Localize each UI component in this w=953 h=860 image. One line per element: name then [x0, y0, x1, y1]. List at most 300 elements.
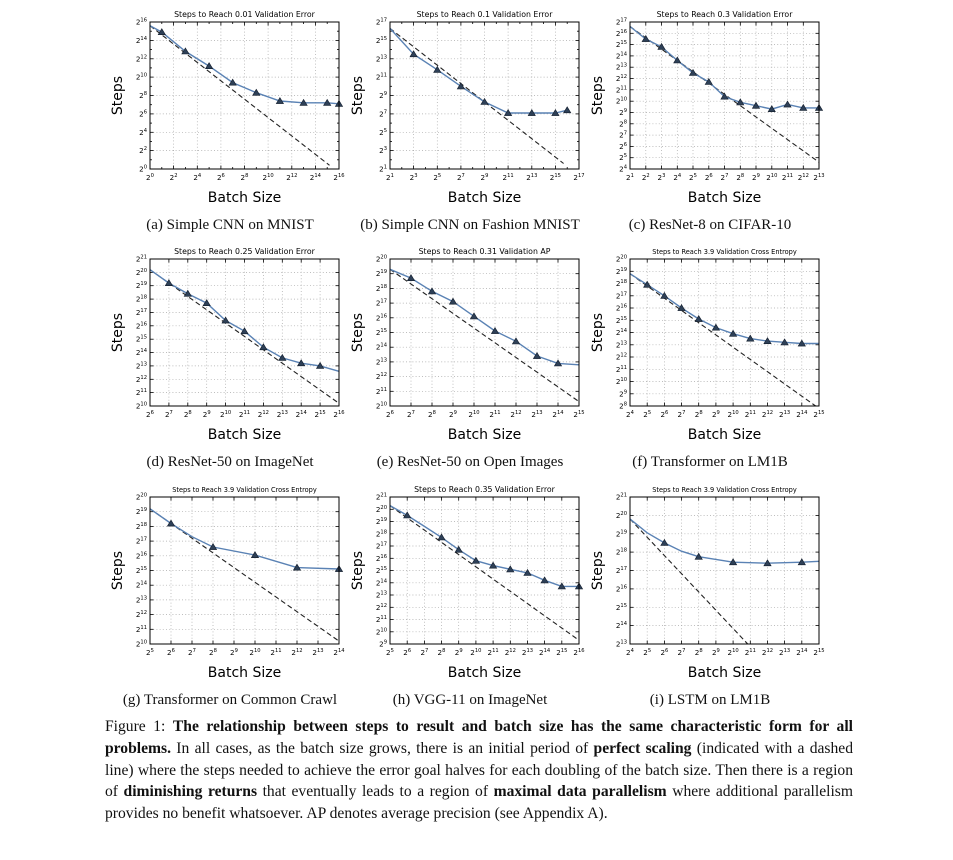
- x-tick-label: $2^{12}$: [797, 173, 809, 182]
- y-axis-label: Steps: [590, 550, 606, 591]
- x-tick-label: $2^4$: [626, 648, 634, 657]
- x-tick-label: $2^5$: [146, 648, 154, 657]
- y-tick-label: $2^{19}$: [615, 529, 627, 539]
- x-tick-label: $2^{13}$: [521, 648, 534, 657]
- y-tick-label: $2^{19}$: [375, 269, 387, 279]
- y-tick-label: $2^{17}$: [615, 17, 627, 27]
- y-tick-label: $2^{17}$: [375, 541, 387, 551]
- subcaption-h: (h) VGG-11 on ImageNet: [392, 692, 548, 708]
- y-tick-label: $2^2$: [139, 146, 147, 156]
- x-tick-label: $2^8$: [694, 410, 703, 419]
- x-tick-label: $2^8$: [437, 648, 446, 657]
- steps-curve: [150, 509, 339, 569]
- y-tick-label: $2^{12}$: [615, 352, 627, 362]
- y-tick-label: $2^{11}$: [615, 364, 627, 374]
- data-point-marker: [428, 288, 435, 294]
- subplot-e: [350, 245, 590, 471]
- y-tick-label: $2^{15}$: [615, 315, 627, 325]
- x-tick-label: $2^9$: [480, 173, 489, 182]
- y-tick-label: $2^{16}$: [135, 321, 147, 331]
- x-axis-label: Batch Size: [447, 665, 522, 681]
- y-tick-label: $2^{19}$: [135, 281, 147, 291]
- x-tick-label: $2^8$: [240, 173, 249, 182]
- x-tick-label: $2^{14}$: [796, 410, 808, 419]
- y-tick-label: $2^{16}$: [135, 551, 147, 561]
- perfect-scaling-dashed-line: [630, 274, 816, 406]
- chart-a-simple-cnn-mnist: [110, 8, 350, 208]
- y-tick-label: $2^{12}$: [375, 602, 387, 612]
- x-tick-label: $2^7$: [677, 410, 686, 419]
- subplot-a: [110, 8, 350, 234]
- y-tick-label: $2^{14}$: [615, 51, 627, 61]
- y-axis-label: Steps: [350, 75, 366, 116]
- y-axis-label: Steps: [590, 312, 606, 353]
- subcaption-c: (c) ResNet-8 on CIFAR-10: [628, 217, 792, 233]
- y-tick-label: $2^1$: [379, 164, 387, 174]
- steps-curve: [390, 28, 567, 113]
- subcaption-f: (f) Transformer on LM1B: [632, 454, 788, 470]
- y-tick-label: $2^{15}$: [375, 35, 387, 45]
- y-tick-label: $2^{13}$: [375, 357, 387, 367]
- y-axis-label: Steps: [590, 75, 606, 116]
- y-tick-label: $2^{21}$: [615, 492, 627, 502]
- chart-title: Steps to Reach 0.3 Validation Error: [656, 10, 793, 19]
- subplot-g: [110, 483, 350, 709]
- y-tick-label: $2^{14}$: [375, 578, 387, 588]
- x-tick-label: $2^{16}$: [333, 173, 345, 182]
- steps-curve: [630, 519, 819, 563]
- y-tick-label: $2^{12}$: [135, 374, 147, 384]
- y-tick-label: $2^{20}$: [135, 492, 147, 502]
- x-tick-label: $2^{11}$: [487, 648, 499, 657]
- y-tick-label: $2^{21}$: [375, 492, 387, 502]
- data-point-marker: [206, 63, 213, 69]
- x-tick-label: $2^{12}$: [286, 173, 298, 182]
- y-tick-label: $2^7$: [619, 130, 627, 140]
- y-tick-label: $2^{12}$: [135, 54, 147, 64]
- x-tick-label: $2^{15}$: [314, 410, 326, 419]
- x-tick-label: $2^{11}$: [781, 173, 794, 182]
- x-tick-label: $2^{13}$: [276, 410, 288, 419]
- x-tick-label: $2^{13}$: [779, 648, 791, 657]
- figure-caption: [105, 716, 853, 825]
- chart-svg: [350, 245, 590, 445]
- x-tick-label: $2^{15}$: [549, 173, 561, 182]
- y-tick-label: $2^{17}$: [375, 17, 387, 27]
- y-tick-label: $2^{14}$: [135, 35, 147, 45]
- x-tick-label: $2^{11}$: [270, 648, 282, 657]
- x-axis-label: Batch Size: [687, 190, 762, 206]
- chart-title: Steps to Reach 3.9 Validation Cross Entropy: [652, 248, 797, 256]
- y-tick-label: $2^{17}$: [615, 566, 627, 575]
- x-tick-label: $2^{14}$: [796, 648, 808, 657]
- x-tick-label: $2^6$: [146, 410, 154, 419]
- caption-text: where additional parallelism provides no benefit whatsoever. AP denotes average precision (see Appendix A).: [105, 783, 853, 823]
- x-axis-label: Batch Size: [207, 190, 282, 206]
- x-tick-label: $2^{10}$: [249, 648, 261, 657]
- x-tick-label: $2^{12}$: [257, 410, 269, 419]
- x-axis-label: Batch Size: [447, 190, 522, 206]
- x-tick-label: $2^{17}$: [573, 173, 585, 182]
- chart-svg: [110, 245, 350, 445]
- y-tick-label: $2^{11}$: [135, 624, 147, 634]
- x-tick-label: $2^9$: [752, 173, 760, 182]
- y-tick-label: $2^6$: [139, 109, 147, 119]
- x-tick-label: $2^9$: [230, 648, 238, 657]
- y-tick-label: $2^{10}$: [375, 401, 387, 411]
- x-tick-label: $2^{11}$: [744, 410, 756, 419]
- x-tick-label: $2^1$: [626, 173, 634, 182]
- y-tick-label: $2^9$: [619, 108, 627, 117]
- x-tick-label: $2^{12}$: [761, 410, 774, 419]
- x-tick-label: $2^{14}$: [295, 410, 307, 419]
- x-tick-label: $2^2$: [169, 173, 178, 182]
- x-tick-label: $2^{10}$: [470, 648, 482, 657]
- y-tick-label: $2^9$: [619, 389, 627, 399]
- y-tick-label: $2^8$: [619, 401, 627, 411]
- caption-text: In all cases, as the batch size grows, there is an initial period of: [171, 739, 594, 757]
- x-tick-label: $2^{12}$: [291, 648, 303, 657]
- chart-b-simple-cnn-fashion-mnist: [350, 8, 590, 208]
- x-tick-label: $2^{13}$: [779, 410, 791, 419]
- x-tick-label: $2^{11}$: [502, 173, 514, 182]
- chart-title: Steps to Reach 3.9 Validation Cross Entropy: [172, 486, 317, 494]
- perfect-scaling-dashed-line: [390, 506, 579, 641]
- x-tick-label: $2^6$: [386, 410, 394, 419]
- y-axis-label: Steps: [350, 312, 366, 353]
- x-tick-label: $2^9$: [711, 410, 720, 419]
- data-point-marker: [661, 540, 668, 546]
- y-tick-label: $2^{18}$: [375, 283, 387, 293]
- y-tick-label: $2^5$: [379, 127, 387, 137]
- y-tick-label: $2^{15}$: [615, 40, 627, 50]
- x-tick-label: $2^5$: [386, 648, 394, 657]
- y-tick-label: $2^{10}$: [135, 72, 147, 82]
- x-tick-label: $2^{14}$: [539, 648, 551, 657]
- y-tick-label: $2^{16}$: [375, 313, 387, 323]
- x-tick-label: $2^1$: [386, 173, 394, 182]
- x-tick-label: $2^{11}$: [489, 410, 501, 419]
- x-tick-label: $2^{10}$: [468, 410, 480, 419]
- data-point-marker: [695, 316, 702, 322]
- x-tick-label: $2^{10}$: [220, 410, 232, 419]
- y-tick-label: $2^{16}$: [615, 584, 627, 594]
- y-tick-label: $2^8$: [139, 91, 147, 100]
- data-point-marker: [184, 290, 191, 296]
- data-point-marker: [279, 355, 286, 361]
- y-tick-label: $2^{16}$: [135, 17, 147, 27]
- data-point-marker: [241, 328, 248, 334]
- data-point-marker: [203, 300, 210, 306]
- x-tick-label: $2^6$: [167, 648, 175, 657]
- x-tick-label: $2^6$: [704, 173, 713, 182]
- subcaption-a: (a) Simple CNN on MNIST: [146, 217, 314, 233]
- y-tick-label: $2^{17}$: [135, 536, 147, 546]
- y-tick-label: $2^{15}$: [615, 602, 627, 612]
- steps-curve: [630, 274, 819, 344]
- steps-curve: [390, 269, 579, 365]
- chart-svg: [110, 483, 350, 683]
- y-tick-label: $2^9$: [379, 639, 387, 649]
- subcaption-i: (i) LSTM on LM1B: [649, 692, 771, 708]
- y-tick-label: $2^{11}$: [375, 386, 387, 396]
- x-tick-label: $2^0$: [146, 173, 154, 182]
- chart-svg: [350, 483, 590, 683]
- chart-title: Steps to Reach 0.1 Validation Error: [416, 10, 553, 19]
- chart-title: Steps to Reach 0.01 Validation Error: [174, 10, 315, 19]
- y-tick-label: $2^5$: [619, 153, 627, 163]
- x-tick-label: $2^4$: [193, 173, 202, 182]
- y-tick-label: $2^{12}$: [135, 610, 147, 620]
- caption-bold-text: diminishing returns: [123, 783, 258, 801]
- y-tick-label: $2^{17}$: [375, 298, 387, 308]
- y-tick-label: $2^6$: [619, 141, 627, 151]
- caption-text: (indicated with a dashed line) where the steps needed to achieve the error goal halves for each doubling of the batch size. Then there is a region of: [105, 739, 853, 801]
- x-tick-label: $2^6$: [660, 648, 669, 657]
- chart-svg: [590, 483, 830, 683]
- chart-g-transformer-common-crawl: [110, 483, 350, 683]
- x-tick-label: $2^6$: [403, 648, 412, 657]
- y-tick-label: $2^{10}$: [135, 639, 147, 649]
- x-tick-label: $2^3$: [657, 173, 666, 182]
- x-tick-label: $2^{12}$: [510, 410, 522, 419]
- x-tick-label: $2^9$: [202, 410, 211, 419]
- y-axis-label: Steps: [350, 550, 366, 591]
- subplot-c: [590, 8, 830, 234]
- y-tick-label: $2^{18}$: [615, 547, 627, 557]
- x-tick-label: $2^5$: [643, 410, 652, 419]
- x-tick-label: $2^{11}$: [238, 410, 251, 419]
- y-tick-label: $2^{21}$: [135, 254, 147, 264]
- perfect-scaling-dashed-line: [630, 519, 748, 644]
- caption-bold-text: perfect scaling: [593, 739, 692, 757]
- x-tick-label: $2^5$: [689, 173, 697, 182]
- chart-title: Steps to Reach 0.31 Validation AP: [418, 247, 551, 256]
- data-point-marker: [705, 79, 712, 85]
- perfect-scaling-dashed-line: [390, 28, 564, 163]
- x-tick-label: $2^{13}$: [813, 173, 825, 182]
- y-tick-label: $2^{13}$: [615, 340, 627, 350]
- y-tick-label: $2^{15}$: [135, 334, 147, 344]
- y-tick-label: $2^4$: [139, 127, 147, 137]
- chart-title: Steps to Reach 0.35 Validation Error: [414, 485, 555, 494]
- x-tick-label: $2^8$: [183, 410, 192, 419]
- subcaption-g: (g) Transformer on Common Crawl: [122, 692, 338, 708]
- chart-title: Steps to Reach 3.9 Validation Cross Entropy: [652, 486, 797, 494]
- subplot-f: [590, 245, 830, 471]
- y-tick-label: $2^{14}$: [135, 348, 147, 357]
- x-tick-label: $2^{10}$: [727, 648, 739, 657]
- y-tick-label: $2^{20}$: [615, 254, 627, 264]
- y-tick-label: $2^{20}$: [615, 510, 627, 520]
- x-tick-label: $2^5$: [643, 648, 652, 657]
- y-tick-label: $2^{16}$: [615, 28, 627, 38]
- y-tick-label: $2^{13}$: [615, 62, 627, 72]
- y-tick-label: $2^{18}$: [375, 529, 387, 539]
- y-tick-label: $2^7$: [379, 109, 387, 119]
- y-tick-label: $2^{19}$: [375, 517, 387, 526]
- y-tick-label: $2^{14}$: [135, 580, 147, 590]
- data-point-marker: [712, 324, 719, 330]
- x-tick-label: $2^8$: [694, 648, 703, 657]
- y-tick-label: $2^{15}$: [375, 328, 387, 337]
- y-tick-label: $2^3$: [379, 146, 387, 156]
- y-tick-label: $2^{10}$: [375, 627, 387, 637]
- subcaption-b: (b) Simple CNN on Fashion MNIST: [360, 217, 580, 233]
- chart-svg: [590, 8, 830, 208]
- y-tick-label: $2^{11}$: [375, 72, 387, 82]
- chart-svg: [350, 8, 590, 208]
- x-tick-label: $2^2$: [641, 173, 650, 182]
- subplot-i: [590, 483, 830, 709]
- y-tick-label: $2^{18}$: [615, 279, 627, 288]
- x-tick-label: $2^7$: [188, 648, 196, 657]
- x-tick-label: $2^{15}$: [813, 410, 825, 419]
- x-tick-label: $2^{14}$: [309, 173, 321, 182]
- x-tick-label: $2^7$: [420, 648, 429, 657]
- x-tick-label: $2^4$: [626, 410, 634, 419]
- y-tick-label: $2^{15}$: [135, 566, 147, 575]
- x-tick-label: $2^8$: [428, 410, 436, 419]
- x-tick-label: $2^{15}$: [813, 648, 825, 657]
- y-tick-label: $2^{10}$: [615, 377, 627, 386]
- y-tick-label: $2^{16}$: [375, 553, 387, 563]
- y-tick-label: $2^{18}$: [135, 294, 147, 304]
- chart-h-vgg11-imagenet: [350, 483, 590, 683]
- data-point-marker: [209, 544, 216, 550]
- subcaption-e: (e) ResNet-50 on Open Images: [376, 454, 564, 470]
- data-point-marker: [661, 292, 668, 298]
- x-tick-label: $2^8$: [736, 173, 745, 182]
- x-tick-label: $2^5$: [433, 173, 442, 182]
- caption-bold-text: maximal data parallelism: [493, 783, 667, 801]
- x-tick-label: $2^{15}$: [556, 648, 568, 657]
- y-tick-label: $2^8$: [619, 119, 627, 129]
- x-axis-label: Batch Size: [207, 427, 282, 443]
- data-point-marker: [158, 29, 165, 35]
- subplot-h: [350, 483, 590, 709]
- y-tick-label: $2^{18}$: [135, 521, 147, 531]
- y-tick-label: $2^{10}$: [135, 401, 147, 411]
- y-tick-label: $2^{14}$: [615, 621, 627, 631]
- x-axis-label: Batch Size: [687, 665, 762, 681]
- y-tick-label: $2^9$: [379, 91, 387, 100]
- y-tick-label: $2^{13}$: [375, 590, 387, 600]
- y-axis-label: Steps: [110, 75, 126, 116]
- y-tick-label: $2^4$: [619, 164, 627, 174]
- x-tick-label: $2^{10}$: [727, 410, 739, 419]
- x-tick-label: $2^{10}$: [766, 173, 778, 182]
- data-point-marker: [512, 338, 519, 344]
- chart-e-resnet50-open-images: [350, 245, 590, 445]
- y-tick-label: $2^{17}$: [135, 308, 147, 317]
- x-tick-label: $2^9$: [449, 410, 457, 419]
- x-tick-label: $2^3$: [409, 173, 418, 182]
- chart-title: Steps to Reach 0.25 Validation Error: [174, 247, 315, 256]
- y-tick-label: $2^{14}$: [375, 342, 387, 352]
- subplot-d: [110, 245, 350, 471]
- chart-svg: [110, 8, 350, 208]
- y-tick-label: $2^{20}$: [375, 254, 387, 264]
- data-point-marker: [784, 101, 791, 107]
- data-point-marker: [449, 298, 456, 304]
- y-tick-label: $2^{20}$: [135, 267, 147, 277]
- x-tick-label: $2^{15}$: [573, 410, 585, 419]
- x-tick-label: $2^8$: [209, 648, 217, 657]
- caption-bold-text: The relationship between steps to result and batch size has the same characteristic form for all problems.: [105, 718, 853, 757]
- x-tick-label: $2^7$: [456, 173, 465, 182]
- x-tick-label: $2^9$: [711, 648, 720, 657]
- chart-c-resnet8-cifar10: [590, 8, 830, 208]
- chart-d-resnet50-imagenet: [110, 245, 350, 445]
- chart-f-transformer-lm1b: [590, 245, 830, 445]
- x-tick-label: $2^{12}$: [761, 648, 774, 657]
- caption-text: Figure 1:: [105, 718, 173, 735]
- data-point-marker: [438, 534, 445, 540]
- x-tick-label: $2^7$: [677, 648, 686, 657]
- chart-i-lstm-lm1b: [590, 483, 830, 683]
- x-axis-label: Batch Size: [447, 427, 522, 443]
- y-tick-label: $2^{13}$: [135, 595, 147, 605]
- subplot-b: [350, 8, 590, 234]
- y-tick-label: $2^{11}$: [375, 615, 387, 624]
- perfect-scaling-dashed-line: [390, 269, 579, 401]
- y-tick-label: $2^{20}$: [375, 504, 387, 514]
- x-tick-label: $2^6$: [660, 410, 669, 419]
- x-tick-label: $2^7$: [720, 173, 729, 182]
- x-tick-label: $2^{14}$: [333, 648, 345, 657]
- caption-text: that eventually leads to a region of: [257, 783, 494, 801]
- x-tick-label: $2^{16}$: [573, 648, 585, 657]
- steps-curve: [150, 26, 339, 104]
- x-tick-label: $2^{10}$: [262, 173, 274, 182]
- x-tick-label: $2^{11}$: [744, 648, 756, 657]
- perfect-scaling-dashed-line: [150, 270, 339, 404]
- y-tick-label: $2^0$: [139, 164, 147, 174]
- y-tick-label: $2^{16}$: [615, 303, 627, 313]
- y-axis-label: Steps: [110, 550, 126, 591]
- y-tick-label: $2^{10}$: [615, 96, 627, 106]
- x-tick-label: $2^6$: [216, 173, 225, 182]
- y-tick-label: $2^{19}$: [135, 507, 147, 517]
- y-tick-label: $2^{12}$: [375, 372, 387, 382]
- x-tick-label: $2^{16}$: [333, 410, 345, 419]
- y-tick-label: $2^{13}$: [615, 639, 627, 649]
- y-tick-label: $2^{11}$: [135, 388, 147, 398]
- y-axis-label: Steps: [110, 312, 126, 353]
- y-tick-label: $2^{14}$: [615, 328, 627, 337]
- x-axis-label: Batch Size: [207, 665, 282, 681]
- chart-svg: [590, 245, 830, 445]
- x-tick-label: $2^{12}$: [504, 648, 516, 657]
- y-tick-label: $2^{13}$: [135, 361, 147, 371]
- y-tick-label: $2^{12}$: [615, 74, 627, 83]
- x-tick-label: $2^{13}$: [526, 173, 538, 182]
- x-tick-label: $2^7$: [407, 410, 415, 419]
- data-point-marker: [404, 512, 411, 518]
- y-tick-label: $2^{17}$: [615, 291, 627, 301]
- x-tick-label: $2^9$: [454, 648, 463, 657]
- x-tick-label: $2^4$: [673, 173, 682, 182]
- x-tick-label: $2^{14}$: [552, 410, 564, 419]
- x-tick-label: $2^7$: [164, 410, 173, 419]
- perfect-scaling-dashed-line: [150, 26, 330, 166]
- y-tick-label: $2^{11}$: [615, 85, 627, 95]
- y-tick-label: $2^{13}$: [375, 54, 387, 64]
- subcaption-d: (d) ResNet-50 on ImageNet: [146, 454, 314, 470]
- x-axis-label: Batch Size: [687, 427, 762, 443]
- x-tick-label: $2^{13}$: [531, 410, 543, 419]
